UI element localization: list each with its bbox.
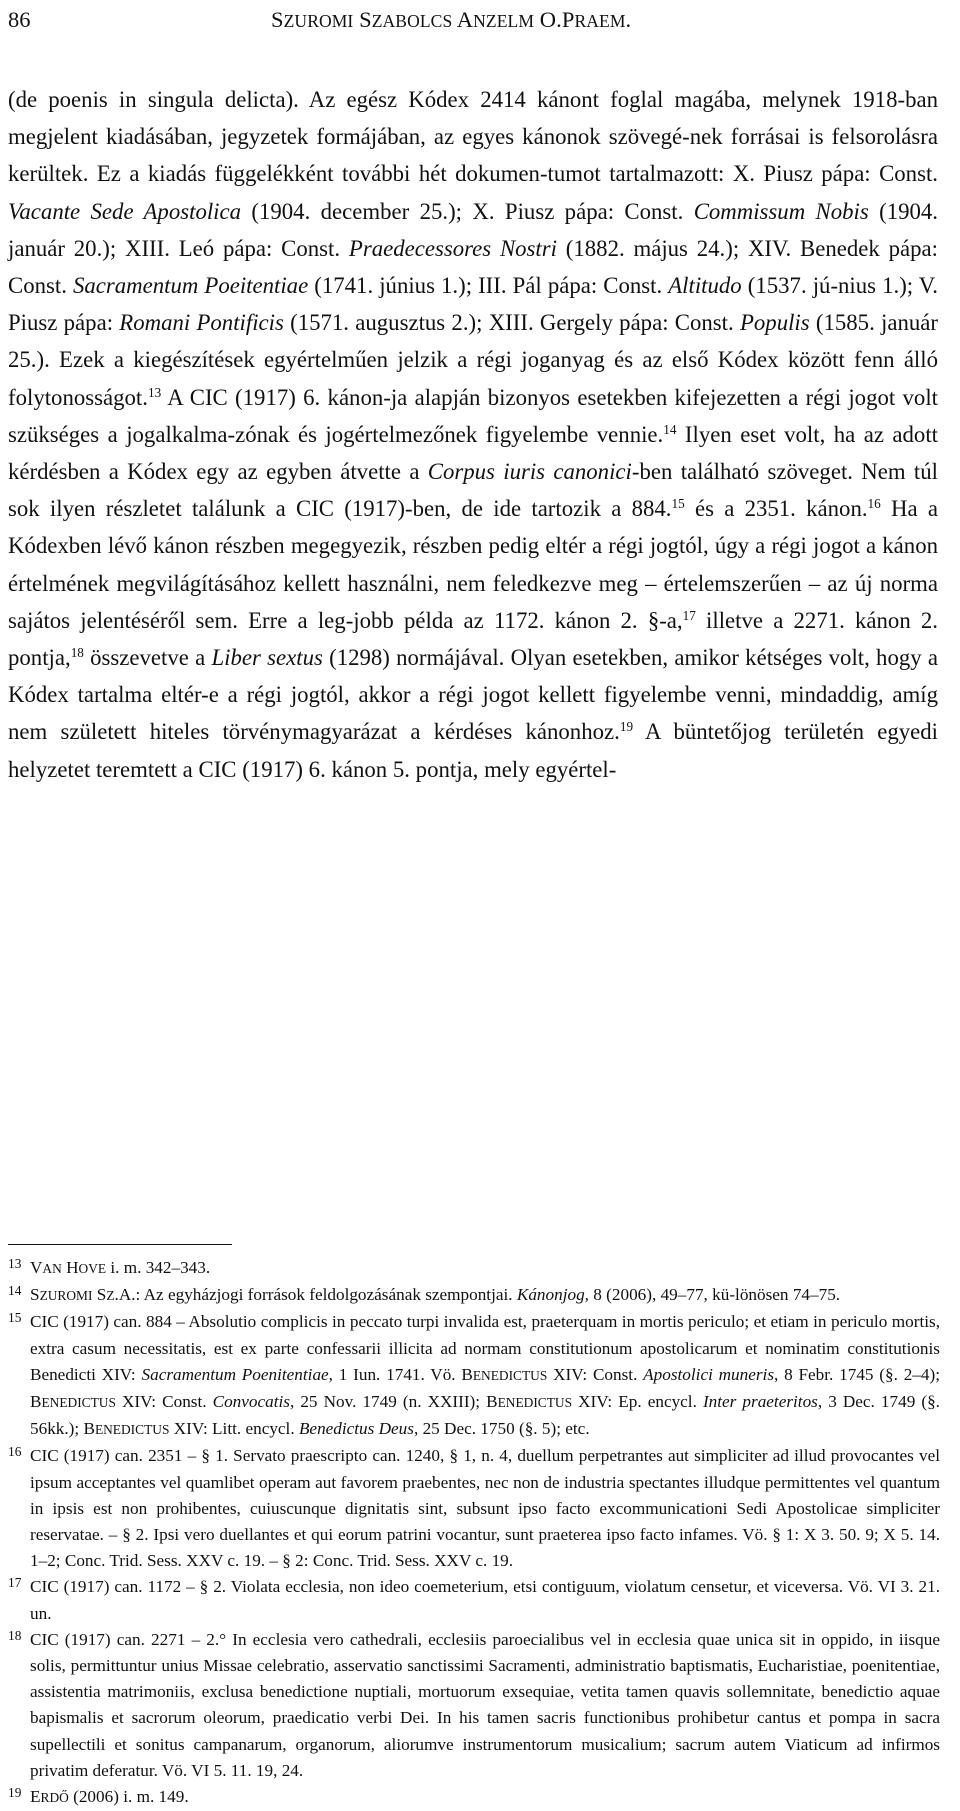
footnote-ref-19: 19: [619, 719, 634, 735]
footnote-19: 19 ERDŐ (2006) i. m. 149.: [8, 1785, 189, 1807]
footnotes: [8, 1255, 940, 1811]
footnote-14: 14 SZUROMI SZ.A.: Az egyházjogi források feldolgozásának szempontjai. Kánonjog, 8 (2006), 49–77, kü-lönösen 74–75.: [8, 1283, 841, 1305]
footnote-ref-13: 13: [147, 384, 162, 400]
footnote-ref-14: 14: [663, 421, 677, 437]
running-header: [8, 2, 946, 38]
footnote-separator: [8, 1244, 232, 1245]
footnote-18: 18 CIC (1917) can. 2271 – 2.° In ecclesia vero cathedrali, ecclesiis paroecialibus vel in ecclesia quae unica sit in oppido, in iisque solis, permittuntur unius Missae celebratio, asservatio sanctissimi Sacramenti, administratio baptismatis, Eucharistiae, poenitentiae, assistentia matrimoniis, exclusa benedictione nuptiali, mortuorum exsequiae, vetita tamen quavis sollemnitate, benedictio aquae bapismalis et sacrorum oleorum, praedicatio verbi Dei. In his tamen sacris functionibus prohibetur cantus et pompa in sacra supellectili et sonitus campanarum, organorum, aliorumve instrumentorum musicalium; sacrum autem Viaticum ad infirmos privatim deferatur. Vö. VI 5. 11. 19, 24.: [8, 1627, 940, 1780]
body-text: (de poenis in singula delicta). Az egész Kódex 2414 kánont foglal magába, melynek 1918-ban megjelent kiadásában, jegyzetek formájában, az egyes kánonok szövegé-nek forrásai is felsorolásra kerültek. Ez a kiadás függelékként további hét dokumen-tumot tartalmazott: X. Piusz pápa: Const. Vacante Sede Apostolica (1904. december 25.); X. Piusz pápa: Const. Commissum Nobis (1904. január 20.); XIII. Leó pápa: Const. Praedecessores Nostri (1882. május 24.); XIV. Benedek pápa: Const. Sacramentum Poeitentiae (1741. június 1.); III. Pál pápa: Const. Altitudo (1537. jú-nius 1.); V. Piusz pápa: Romani Pontificis (1571. augusztus 2.); XIII. Gergely pápa: Const. Populis (1585. január 25.). Ezek a kiegészítések egyértelműen jelzik a régi joganyag és az első Kódex között fenn álló folytonosságot.$^{13}$ A CIC (1917) 6. kánon-ja alapján bizonyos esetekben kifejezetten a régi jogot volt szükséges a jogalkalma-zónak és jogértelmezőnek figyelembe vennie.$^{14}$ Ilyen eset volt, ha az adott kérdésben a Kódex egy az egyben átvette a Corpus iuris canonici-ben található szöveget. Nem túl sok ilyen részletet találunk a CIC (1917)-ben, de ide tartozik a 884.15 és a 2351. kánon.$^{16}$ Ha a Kódexben lévő kánon részben megegyezik, részben pedig eltér a régi jogtól, úgy a régi jogot a kánon értelmének megvilágításához kellett használni, nem feledkezve meg – értelemszerűen – az új norma sajátos jelentéséről sem. Erre a leg-jobb példa az 1172. kánon 2. §-a,$^{17}$ illetve a 2271. kánon 2. pontja,$^{18}$ összevetve a Liber sextus (1298) normájával. Olyan esetekben, amikor kétséges volt, hogy a Kódex tartalma eltér-e a régi jogtól, akkor a régi jogot kellett figyelembe venni, mindaddig, amíg nem született hiteles törvénymagyarázat a kérdéses kánonhoz.$^{19}$ A büntetőjog területén egyedi helyzetet teremtett a CIC (1917) 6. kánon 5. pontja, mely egyértel-: [8, 87, 939, 782]
footnote-17: 17 CIC (1917) can. 1172 – § 2. Violata ecclesia, non ideo coemeterium, etsi contiguum, violatum censetur, et viceversa. Vö. VI 3. 21. un.: [8, 1575, 940, 1623]
footnote-ref-15: 15: [671, 496, 685, 512]
footnote-15: 15 CIC (1917) can. 884 – Absolutio complicis in peccato turpi invalida est, praeterquam in mortis periculo; et etiam in periculo mortis, extra casum necessitatis, est ex parte confessarii illicita ad normam constitutionum apostolicarum et nominatim constitutionis Benedicti XIV: Sacramentum Poenitentiae, 1 Iun. 1741. Vö. BENEDICTUS XIV: Const. Apostolici muneris, 8 Febr. 1745 (§. 2–4); BENEDICTUS XIV: Const. Convocatis, 25 Nov. 1749 (n. XXIII); BENEDICTUS XIV: Ep. encycl. Inter praeteritos, 3 Dec. 1749 (§. 56kk.); BENEDICTUS XIV: Litt. encycl. Benedictus Deus, 25 Dec. 1750 (§. 5); etc.: [8, 1310, 940, 1439]
footnote-ref-16: 16: [867, 496, 881, 512]
running-head-author: SZUROMI SZABOLCS ANZELM O.PRAEM.: [271, 7, 632, 32]
footnote-16: 16 CIC (1917) can. 2351 – § 1. Servato praescripto can. 1240, § 1, n. 4, duellum perpetrantes aut simpliciter ad illud provocantes vel ipsum acceptantes vel quamlibet operam aut favorem praebentes, nec non de industria spectantes illudque permittentes vel quantum in ipsis est non prohibentes, cuiuscunque dignitatis sint, subsunt ipso facto excommunicationi Sedi Apostolicae simpliciter reservatae. – § 2. Ipsi vero duellantes et qui eorum patrini vocantur, sunt praeterea ipso facto infames. Vö. § 1: X 3. 50. 9; X 5. 14. 1–2; Conc. Trid. Sess. XXV c. 19. – § 2: Conc. Trid. Sess. XXV c. 19.: [8, 1444, 940, 1571]
footnote-13: 13 VAN HOVE i. m. 342–343.: [8, 1256, 211, 1277]
footnote-ref-17: 17: [682, 607, 696, 623]
page-number: 86: [8, 7, 31, 32]
footnote-ref-18: 18: [70, 644, 84, 660]
